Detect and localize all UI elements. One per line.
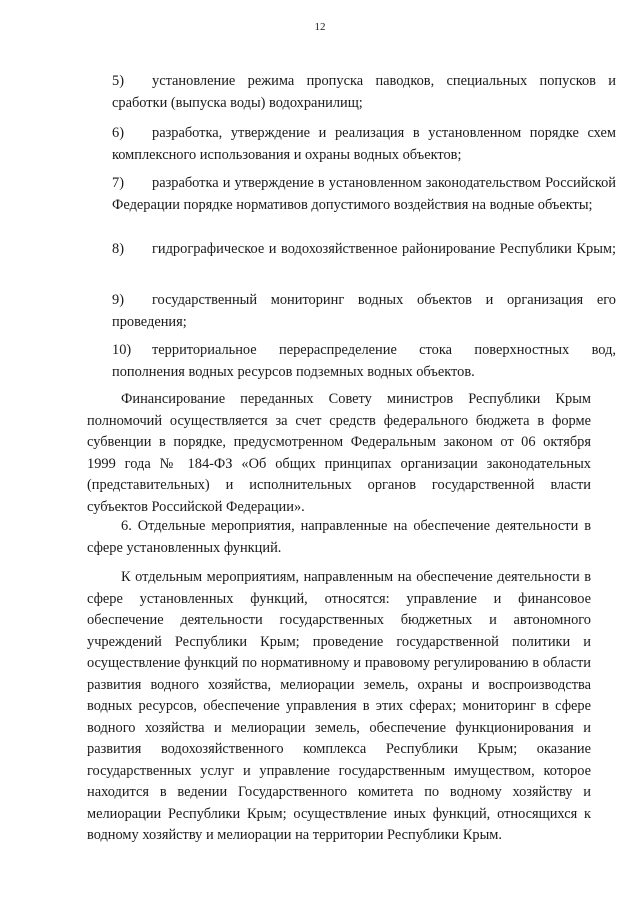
- page-number: 12: [314, 21, 326, 33]
- list-item-number: 10): [112, 342, 132, 358]
- list-item: [87, 71, 616, 114]
- list-item-number: 8): [112, 241, 124, 257]
- list-item-text: установление режима пропуска паводков, специальных попусков и сработки (выпуска воды) водохранилищ;: [112, 73, 616, 111]
- list-item-text: разработка и утверждение в установленном законодательством Российской Федерации порядке нормативов допустимого воздействия на водные объекты;: [112, 175, 616, 213]
- list-item: [87, 340, 616, 383]
- list-item-number: 9): [112, 292, 124, 308]
- financing-paragraph: Финансирование переданных Совету министров Республики Крым полномочий осуществляется за счет средств федерального бюджета в форме субвенции в порядке, предусмотренном Федеральным законом от 06 октября 1999 года № 184-ФЗ «Об общих принципах организации законодательных (представительных) и исполнительных органов государственной власти субъектов Российской Федерации».: [87, 391, 591, 515]
- list-item: [87, 239, 616, 261]
- list-item: [87, 173, 616, 216]
- list-item-number: 7): [112, 175, 124, 191]
- list-item-text: территориальное перераспределение стока поверхностных вод, пополнения водных ресурсов подземных водных объектов.: [112, 342, 616, 380]
- list-item-text: разработка, утверждение и реализация в установленном порядке схем комплексного использования и охраны водных объектов;: [112, 125, 616, 163]
- measures-paragraph: К отдельным мероприятиям, направленным на обеспечение деятельности в сфере установленных функций, относятся: управление и финансовое обеспечение деятельности государственных бюджетных и автономного учреждений Республики Крым; проведение государственной политики и осуществление функций по нормативному и правовому регулированию в области развития водного хозяйства, мелиорации земель, охраны и воспроизводства водных ресурсов, обеспечение управления в этих сферах; мониторинг в сфере водного хозяйства и мелиорации земель, обеспечение функционирования и развития водохозяйственного комплекса Республики Крым; оказание государственных услуг и управление государственным имуществом, которое находится в ведении Государственного комитета по водному хозяйству и мелиорации Республики Крым; осуществление иных функций, относящихся к водному хозяйству и мелиорации на территории Республики Крым.: [87, 569, 591, 843]
- list-item-text: государственный мониторинг водных объектов и организация его проведения;: [112, 292, 616, 330]
- list-item-number: 5): [112, 73, 124, 89]
- section-heading: 6. Отдельные мероприятия, направленные на обеспечение деятельности в сфере установленных функций.: [87, 518, 591, 556]
- list-item: [87, 123, 616, 166]
- list-item-text: гидрографическое и водохозяйственное районирование Республики Крым;: [152, 241, 616, 257]
- list-item: [87, 290, 616, 333]
- list-item-number: 6): [112, 125, 124, 141]
